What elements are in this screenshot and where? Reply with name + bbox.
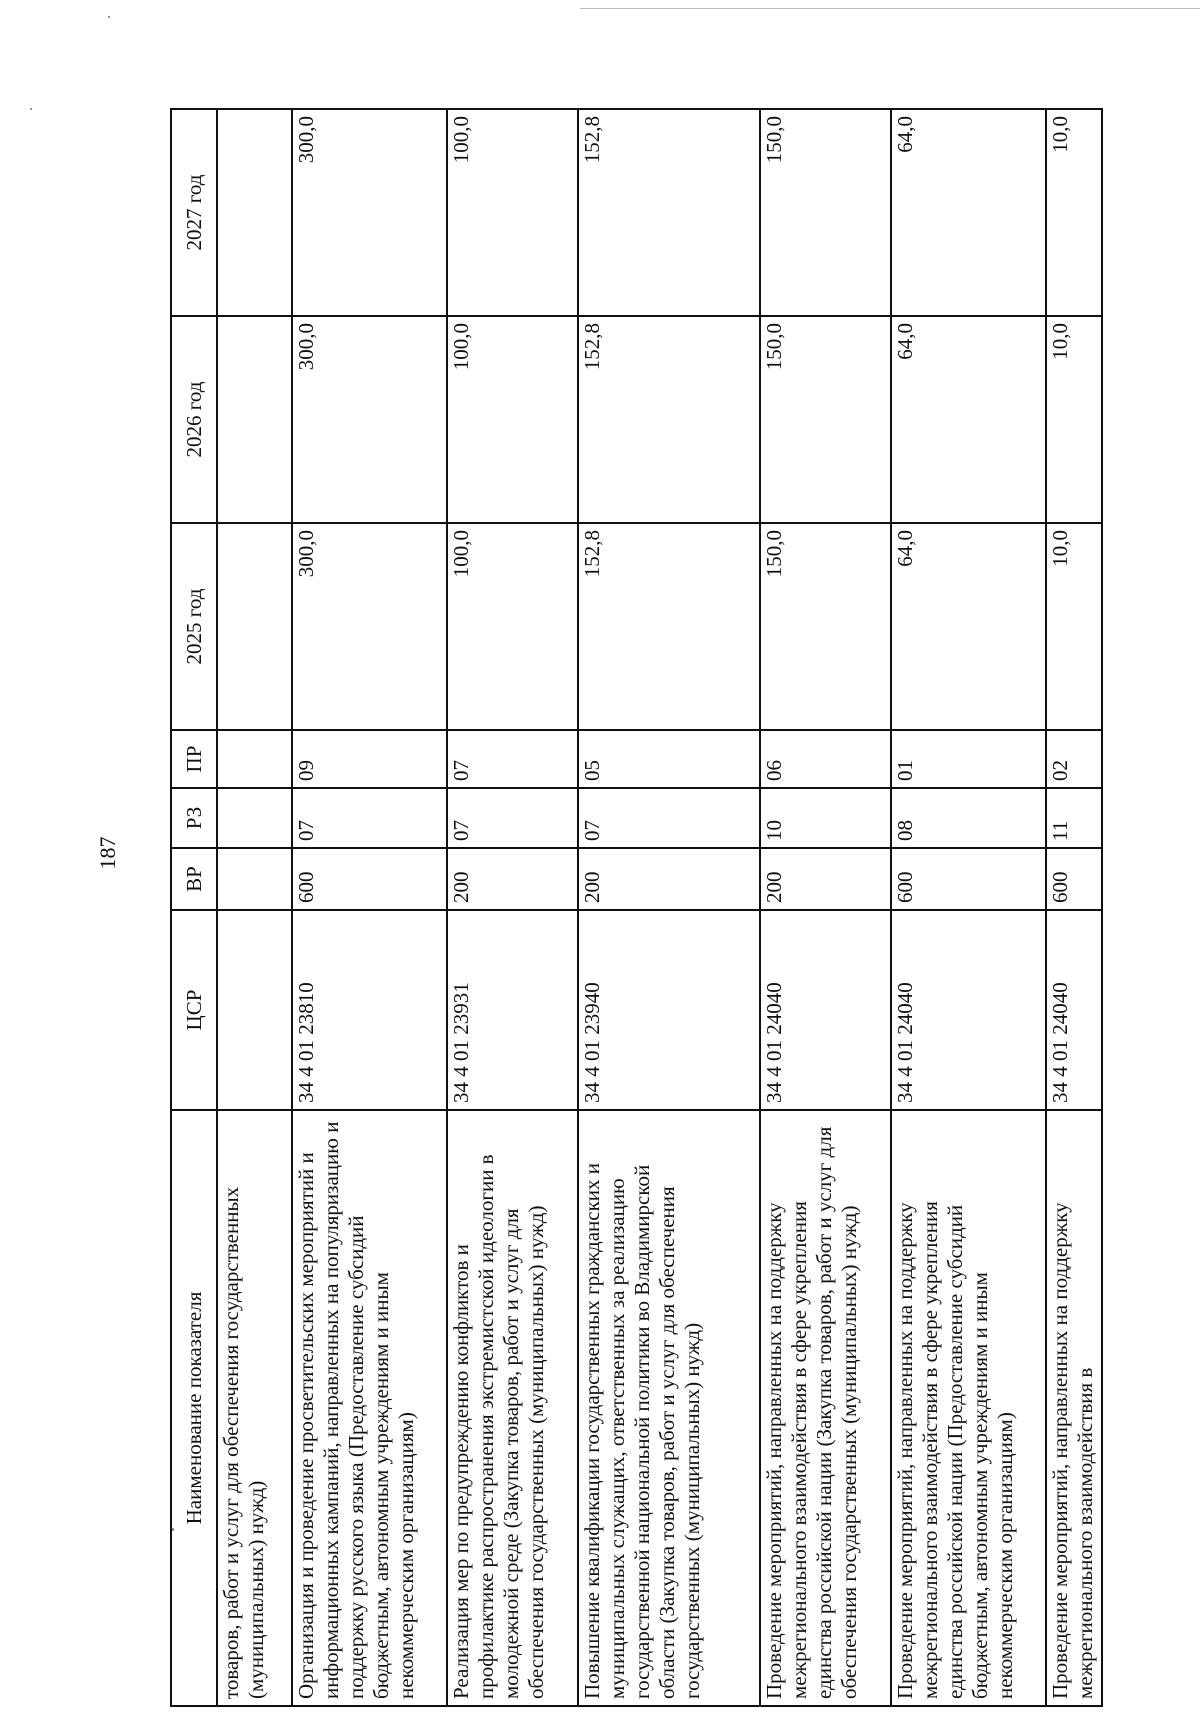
cell-2026: 100,0 <box>447 316 578 523</box>
cell-name: Повышение квалификации государственных гражданских и муниципальных служащих, ответственных за реализацию государственной национальной политики во Владимирской области (Закупка товаров, работ и услуг для обеспечения государственных (муниципальных) нужд) <box>578 1110 760 1706</box>
cell-2027: 300,0 <box>292 109 447 316</box>
header-2025: 2025 год <box>171 523 217 730</box>
cell-vr: 600 <box>1046 848 1102 910</box>
cell-rz: 11 <box>1046 788 1102 848</box>
cell-rz <box>217 788 292 848</box>
scan-speck <box>108 16 110 18</box>
table-row <box>760 109 891 1706</box>
cell-csr: 34 4 01 23931 <box>447 910 578 1110</box>
cell-name: Проведение мероприятий, направленных на поддержку межрегионального взаимодействия в сфере укрепления единства российской нации (Закупка товаров, работ и услуг для обеспечения государственных (муниципальных) нужд) <box>760 1110 891 1706</box>
table-header-row <box>171 109 217 1706</box>
cell-rz: 08 <box>891 788 1046 848</box>
cell-vr: 200 <box>447 848 578 910</box>
table-row <box>891 109 1046 1706</box>
cell-csr: 34 4 01 23940 <box>578 910 760 1110</box>
table-row <box>292 109 447 1706</box>
cell-pr <box>217 730 292 788</box>
cell-2025: 10,0 <box>1046 523 1102 730</box>
cell-csr: 34 4 01 24040 <box>1046 910 1102 1110</box>
cell-csr <box>217 910 292 1110</box>
table-row <box>217 109 292 1706</box>
cell-2026: 150,0 <box>760 316 891 523</box>
cell-csr: 34 4 01 24040 <box>891 910 1046 1110</box>
table-row <box>1046 109 1102 1706</box>
cell-2027: 150,0 <box>760 109 891 316</box>
cell-name: Проведение мероприятий, направленных на поддержку межрегионального взаимодействия в сфере укрепления единства российской нации (Предоставление субсидий бюджетным, автономным учреждениям и иным некоммерческим организациям) <box>891 1110 1046 1706</box>
budget-table <box>170 108 1103 1707</box>
header-rz: РЗ <box>171 788 217 848</box>
cell-2026: 64,0 <box>891 316 1046 523</box>
cell-rz: 07 <box>447 788 578 848</box>
cell-rz: 10 <box>760 788 891 848</box>
cell-name: Реализация мер по предупреждению конфликтов и профилактике распространения экстремистской идеологии в молодежной среде (Закупка товаров, работ и услуг для обеспечения государственных (муниципальных) нужд) <box>447 1110 578 1706</box>
cell-rz: 07 <box>578 788 760 848</box>
cell-csr: 34 4 01 23810 <box>292 910 447 1110</box>
cell-vr: 600 <box>292 848 447 910</box>
cell-2027: 100,0 <box>447 109 578 316</box>
cell-2025 <box>217 523 292 730</box>
cell-name: товаров, работ и услуг для обеспечения государственных (муниципальных) нужд) <box>217 1110 292 1706</box>
scan-speck <box>30 108 32 110</box>
table-row <box>578 109 760 1706</box>
cell-vr: 200 <box>578 848 760 910</box>
cell-pr: 07 <box>447 730 578 788</box>
cell-2026: 152,8 <box>578 316 760 523</box>
cell-pr: 01 <box>891 730 1046 788</box>
scan-edge-line <box>580 8 1200 9</box>
page-number: 187 <box>95 836 120 870</box>
cell-csr: 34 4 01 24040 <box>760 910 891 1110</box>
cell-2027: 152,8 <box>578 109 760 316</box>
cell-vr: 200 <box>760 848 891 910</box>
cell-2025: 152,8 <box>578 523 760 730</box>
header-csr: ЦСР <box>171 910 217 1110</box>
header-vr: ВР <box>171 848 217 910</box>
cell-2025: 100,0 <box>447 523 578 730</box>
cell-2027 <box>217 109 292 316</box>
header-pr: ПР <box>171 730 217 788</box>
cell-vr: 600 <box>891 848 1046 910</box>
cell-2025: 64,0 <box>891 523 1046 730</box>
rotated-table-container <box>170 110 1103 1707</box>
cell-2026: 10,0 <box>1046 316 1102 523</box>
cell-2025: 300,0 <box>292 523 447 730</box>
header-2027: 2027 год <box>171 109 217 316</box>
header-2026: 2026 год <box>171 316 217 523</box>
cell-pr: 02 <box>1046 730 1102 788</box>
cell-rz: 07 <box>292 788 447 848</box>
cell-2026: 300,0 <box>292 316 447 523</box>
cell-vr <box>217 848 292 910</box>
cell-2027: 10,0 <box>1046 109 1102 316</box>
table-row <box>447 109 578 1706</box>
cell-2026 <box>217 316 292 523</box>
cell-2027: 64,0 <box>891 109 1046 316</box>
cell-name: Проведение мероприятий, направленных на поддержку межрегионального взаимодействия в <box>1046 1110 1102 1706</box>
cell-pr: 06 <box>760 730 891 788</box>
cell-2025: 150,0 <box>760 523 891 730</box>
cell-pr: 09 <box>292 730 447 788</box>
cell-name: Организация и проведение просветительских мероприятий и информационных кампаний, направленных на популяризацию и поддержку русского языка (Предоставление субсидий бюджетным, автономным учреждениям и иным некоммерческим организациям) <box>292 1110 447 1706</box>
cell-pr: 05 <box>578 730 760 788</box>
header-name: Наименование показателя <box>171 1110 217 1706</box>
